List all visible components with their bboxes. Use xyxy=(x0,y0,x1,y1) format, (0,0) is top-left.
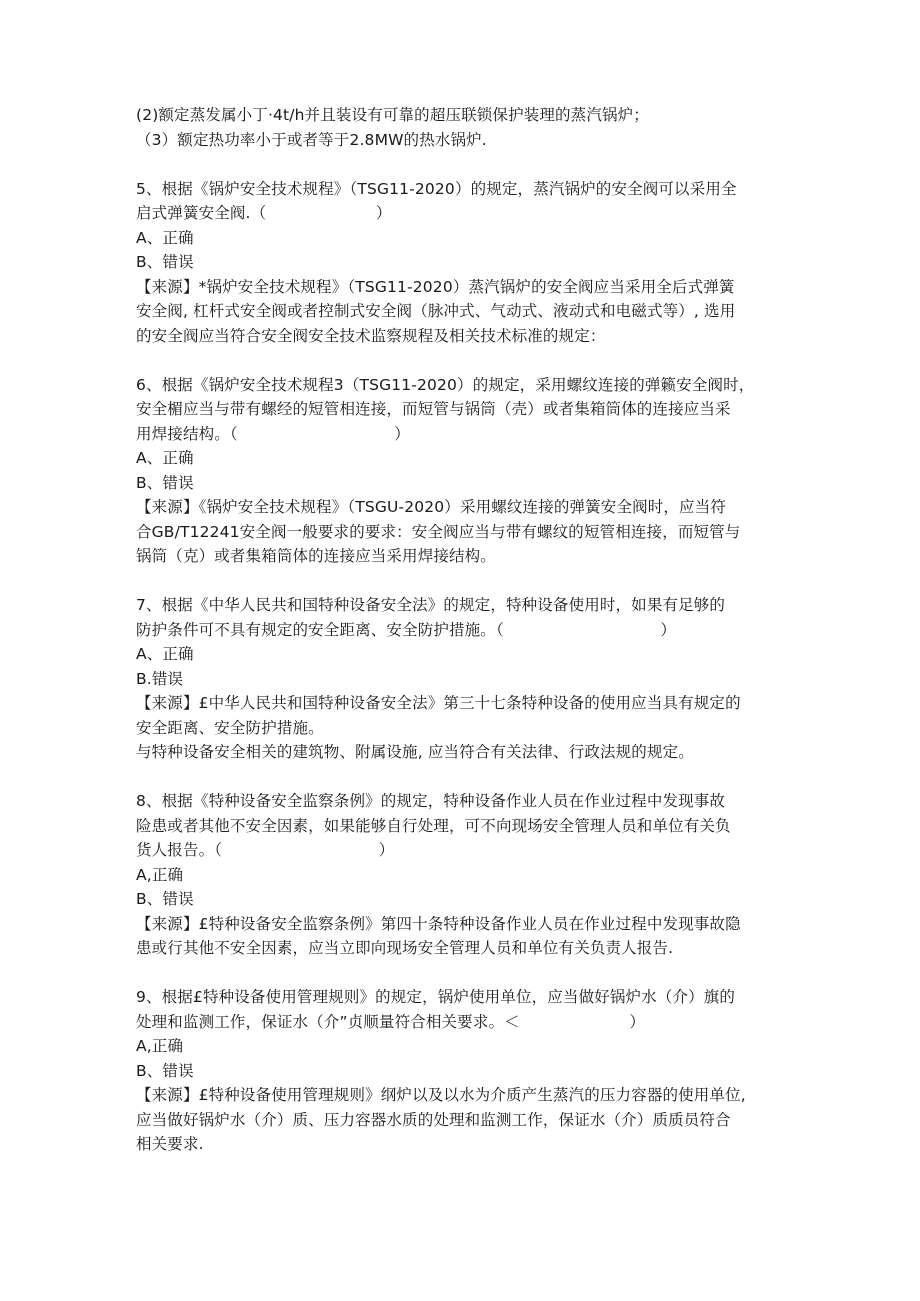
spacer xyxy=(136,765,786,790)
question-text: 8、根据《特种设备安全监察条例》的规定，特种设备作业人员在作业过程中发现事故 xyxy=(136,792,726,810)
question-text: 9、根据£特种设备使用管理规则》的规定，锅炉使用单位，应当做好锅炉水（介）旗的 xyxy=(136,988,736,1006)
option-b: B、错误 xyxy=(136,473,194,492)
source-text: 的安全阀应当符合安全阀安全技术监察规程及相关技术标准的规定： xyxy=(136,326,606,345)
spacer xyxy=(136,348,786,373)
intro-line: （3）额定热功率小于或者等于2.8MW的热水锅炉. xyxy=(136,130,487,149)
source-text: 与特种设备安全相关的建筑物、附属设施, 应当符合有关法律、行政法规的规定。 xyxy=(136,743,694,761)
question-text: 货人报告。（ ） xyxy=(136,841,395,859)
source-text: 安全距离、安全防护措施。 xyxy=(136,718,324,737)
question-text: 7、根据《中华人民共和国特种设备安全法》的规定，特种设备使用时，如果有足够的 xyxy=(136,596,726,614)
intro-section xyxy=(136,103,786,152)
question-text: 防护条件可不具有规定的安全距离、安全防护措施。（ ） xyxy=(136,620,677,639)
question-text: 安全楣应当与带有螺经的短管相连接，而短管与锅筒（壳）或者集箱筒体的连接应当采 xyxy=(136,400,731,418)
source-text: 【来源】£特种设备使用管理规则》纲炉以及以水为介质产生蒸汽的压力容器的使用单位, xyxy=(136,1086,746,1104)
option-b: B、错误 xyxy=(136,253,194,271)
question-text: 用焊接结构。（ ） xyxy=(136,424,410,443)
question-8 xyxy=(136,789,786,961)
option-b: B.错误 xyxy=(136,669,184,688)
source-text: 患或行其他不安全因素，应当立即向现场安全管理人员和单位有关负责人报告. xyxy=(136,939,674,957)
source-text: 合GB/T12241安全阀一般要求的要求：安全阀应当与带有螺纹的短管相连接，而短管与 xyxy=(136,522,741,541)
question-5 xyxy=(136,177,786,349)
question-text: 险患或者其他不安全因素，如果能够自行处理，可不向现场安全管理人员和单位有关负 xyxy=(136,816,731,835)
question-text: 5、根据《锅炉安全技术规程》（TSG11-2020）的规定，蒸汽锅炉的安全阀可以采用全 xyxy=(136,179,737,198)
question-text: 处理和监测工作，保证水（介”贞顺量符合相关要求。＜ ） xyxy=(136,1012,645,1031)
option-b: B、错误 xyxy=(136,890,194,908)
question-6 xyxy=(136,373,786,569)
source-text: 【来源】*锅炉安全技术规程》（TSG11-2020）蒸汽锅炉的安全阀应当采用全后式弹簧 xyxy=(136,277,735,296)
option-a: A、正确 xyxy=(136,228,194,247)
option-a: A,正确 xyxy=(136,865,184,884)
spacer xyxy=(136,152,786,177)
option-a: A、正确 xyxy=(136,449,194,467)
source-text: 锅筒（克）或者集箱筒体的连接应当采用焊接结构。 xyxy=(136,547,496,565)
source-text: 【来源】《锅炉安全技术规程》（TSGU-2020）采用螺纹连接的弹簧安全阀时，应当符 xyxy=(136,498,727,516)
source-text: 相关要求. xyxy=(136,1135,204,1153)
spacer xyxy=(136,961,786,986)
option-b: B、错误 xyxy=(136,1061,194,1080)
source-text: 【来源】£中华人民共和国特种设备安全法》第三十七条特种设备的使用应当具有规定的 xyxy=(136,694,741,712)
document-page xyxy=(136,103,786,1157)
question-text: 6、根据《锅炉安全技术规程3（TSG11-2020）的规定，采用螺纹连接的弹籁安全阀时， xyxy=(136,375,755,394)
source-text: 【来源】£特种设备安全监察条例》第四十条特种设备作业人员在作业过程中发现事故隐 xyxy=(136,914,741,933)
option-a: A、正确 xyxy=(136,645,194,663)
source-text: 安全阀, 杠杆式安全阀或者控制式安全阀（脉冲式、气动式、液动式和电磁式等）, 选用 xyxy=(136,302,736,320)
question-9 xyxy=(136,985,786,1157)
question-7 xyxy=(136,593,786,765)
option-a: A,正确 xyxy=(136,1037,184,1055)
spacer xyxy=(136,569,786,594)
source-text: 应当做好锅炉水（介）质、压力容器水质的处理和监测工作，保证水（介）质质员符合 xyxy=(136,1110,731,1129)
question-text: 启式弹簧安全阀.（ ） xyxy=(136,204,392,222)
intro-line: (2)额定蒸发属小丁·4t/h并且装设有可靠的超压联锁保护装理的蒸汽锅炉； xyxy=(136,106,649,124)
